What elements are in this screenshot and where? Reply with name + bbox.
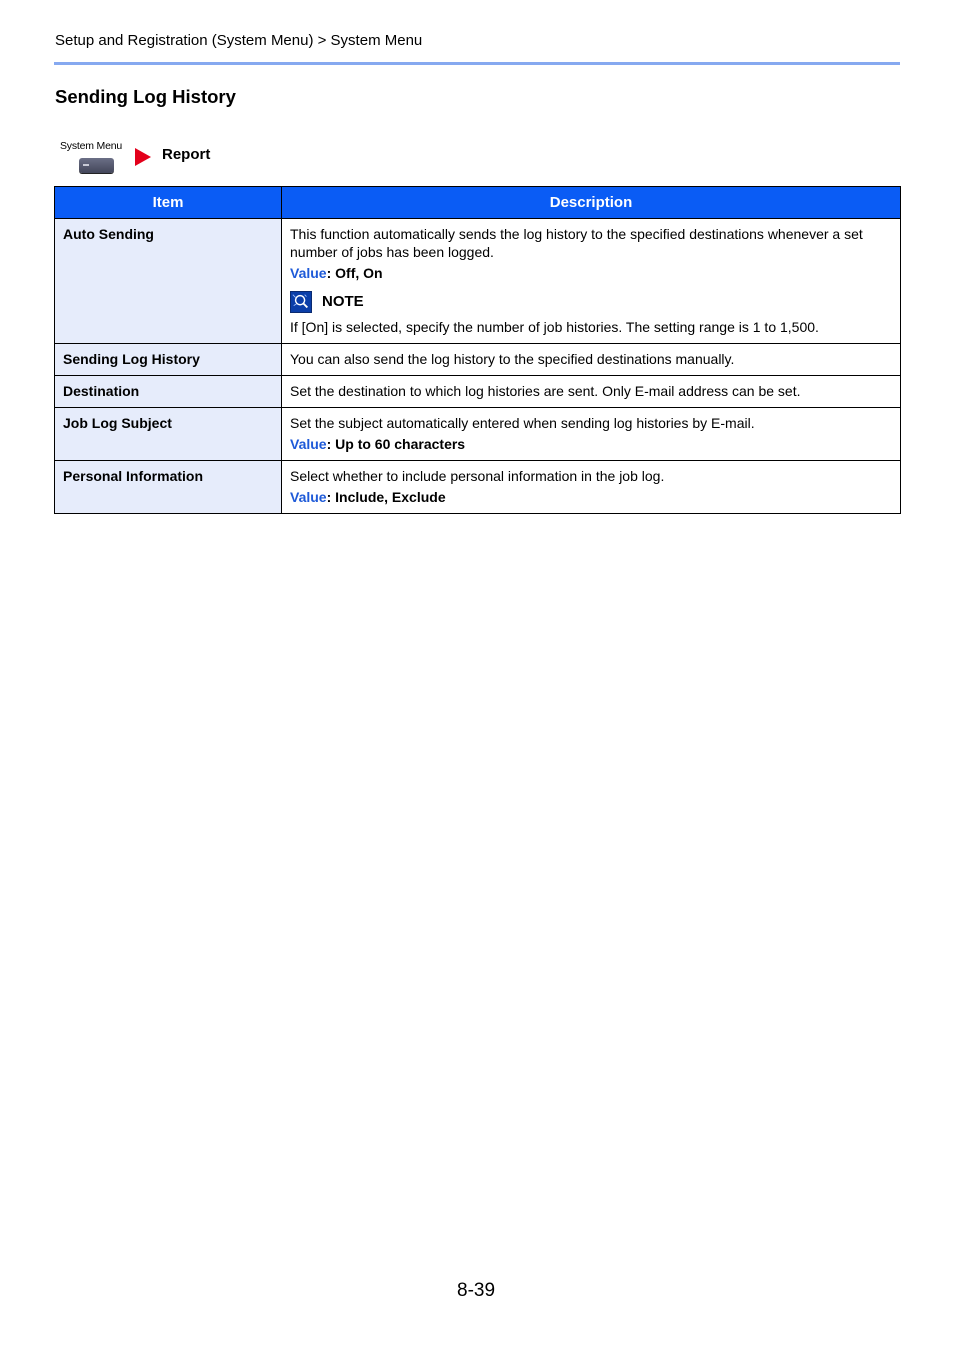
table-row (55, 376, 901, 408)
value-line (290, 488, 892, 506)
description-cell (282, 461, 901, 514)
value-label: Value (290, 265, 327, 281)
value-text: : Include, Exclude (326, 489, 446, 505)
item-cell: Auto Sending (55, 219, 282, 344)
value-line (290, 264, 892, 282)
value-line (290, 435, 892, 453)
description-cell (282, 344, 901, 376)
table-row (55, 461, 901, 514)
table-row (55, 344, 901, 376)
nav-target-report: Report (162, 146, 211, 163)
item-cell: Destination (55, 376, 282, 408)
description-text: Set the subject automatically entered when sending log histories by E-mail. (290, 415, 755, 431)
column-header-description: Description (282, 187, 901, 219)
column-header-item: Item (55, 187, 282, 219)
breadcrumb: Setup and Registration (System Menu) > System Menu (55, 32, 423, 49)
description-text: Select whether to include personal information in the job log. (290, 468, 665, 484)
item-cell: Personal Information (55, 461, 282, 514)
table-header-row (55, 187, 901, 219)
section-title: Sending Log History (55, 86, 236, 107)
system-menu-key-icon (79, 158, 114, 173)
settings-table (54, 186, 901, 514)
value-text: : Off, On (326, 265, 383, 281)
value-text: : Up to 60 characters (326, 436, 466, 452)
description-cell (282, 219, 901, 344)
description-cell (282, 376, 901, 408)
note-magnifier-icon (290, 291, 312, 313)
item-cell: Sending Log History (55, 344, 282, 376)
note-title: NOTE (322, 293, 364, 310)
table-row (55, 219, 901, 344)
value-label: Value (290, 436, 327, 452)
table-row (55, 408, 901, 461)
note-text: If [On] is selected, specify the number of job histories. The setting range is 1 to 1,500. (290, 319, 819, 335)
page-number: 8-39 (457, 1280, 496, 1301)
description-text: Set the destination to which log histories are sent. Only E-mail address can be set. (290, 383, 801, 399)
value-label: Value (290, 489, 327, 505)
note-heading (290, 291, 892, 313)
header-divider (54, 62, 900, 65)
description-text: You can also send the log history to the specified destinations manually. (290, 351, 735, 367)
description-cell (282, 408, 901, 461)
navigation-path (60, 139, 360, 179)
red-triangle-arrow-icon (135, 148, 151, 166)
system-menu-key-label: System Menu (60, 140, 122, 152)
item-cell: Job Log Subject (55, 408, 282, 461)
description-text: This function automatically sends the log history to the specified destinations whenever a set number of jobs has been logged. (290, 226, 863, 260)
